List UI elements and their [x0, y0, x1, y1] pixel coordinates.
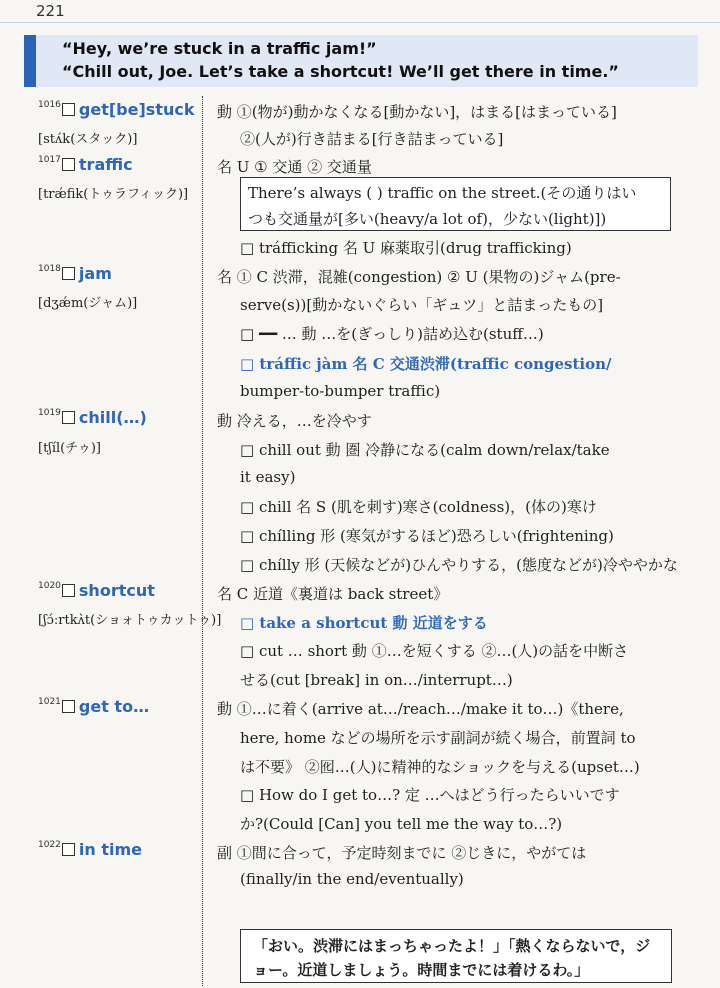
derivative-line: □ ━━ … 動 …を(ぎっしり)詰め込む(stuff…) [240, 325, 544, 343]
entry-number: 1021 [38, 697, 61, 707]
entry-number: 1020 [38, 581, 61, 591]
definition-line: 名 C 近道《裏道は back street》 [217, 585, 449, 603]
derivative-line: □ tráfficking 名 U 麻薬取引(drug trafficking) [240, 239, 572, 257]
derivative-line: □ chílling 形 (寒気がするほど)恐ろしい(frightening) [240, 527, 614, 545]
entry-1016-head [38, 100, 194, 119]
headword: in time [78, 840, 143, 859]
definition-line: 名 ① C 渋滞，混雑(congestion) ② U (果物の)ジャム(pre- [217, 268, 621, 286]
column-divider [202, 96, 203, 986]
translation-line-1: 「おい。渋滞にはまっちゃったよ！」「熱くならないで，ジ [253, 937, 651, 955]
translation-line-2: ョー。近道しましょう。時間までには着けるわ。」 [253, 961, 590, 979]
checkbox-icon[interactable] [62, 267, 75, 280]
checkbox-icon[interactable] [62, 584, 75, 597]
entry-number: 1017 [38, 155, 61, 165]
definition-line: (finally/in the end/eventually) [240, 870, 464, 888]
checkbox-icon[interactable] [62, 843, 75, 856]
derivative-line: □ chílly 形 (天候などが)ひんやりする，(態度などが)冷ややかな [240, 556, 678, 574]
definition-line: 動 ①(物が)動かなくなる[動かない]，はまる[はまっている] [217, 103, 617, 121]
headword: chill(…) [78, 408, 147, 427]
derivative-line: □ take a shortcut 動 近道をする [240, 614, 488, 632]
example-sentence: There’s always ( ) traffic on the street.(その通りはい [248, 184, 637, 202]
banner-accent-bar [24, 35, 36, 87]
example-sentence: つも交通量が[多い(heavy/a lot of)，少ない(light)]) [248, 210, 607, 228]
definition-line: せる(cut [break] in on…/interrupt…) [240, 671, 513, 689]
header-rule [0, 22, 720, 23]
entry-1018-head [38, 264, 112, 283]
banner-line-1: “Hey, we’re stuck in a traffic jam!” [62, 39, 377, 58]
pronunciation: [stʌ́k(スタック)] [38, 132, 138, 147]
checkbox-icon[interactable] [62, 158, 75, 171]
entry-1020-head [38, 581, 155, 600]
derivative-line: □ chill out 動 圏 冷静になる(calm down/relax/take [240, 441, 610, 459]
headword: traffic [78, 155, 133, 174]
entry-1017-head [38, 155, 133, 174]
banner-line-2: “Chill out, Joe. Let’s take a shortcut! We’ll get there in time.” [62, 62, 619, 81]
definition-line: 動 ①…に着く(arrive at…/reach…/make it to…)《there, [217, 700, 624, 718]
page-number: 221 [36, 2, 65, 20]
entry-number: 1022 [38, 840, 61, 850]
derivative-line: □ How do I get to…? 定 …へはどう行ったらいいです [240, 786, 620, 804]
definition-line: it easy) [240, 468, 296, 486]
checkbox-icon[interactable] [62, 411, 75, 424]
pronunciation: [tʃíl(チゥ)] [38, 441, 101, 456]
headword: get[be]stuck [78, 100, 195, 119]
entry-number: 1016 [38, 100, 61, 110]
headword: jam [78, 264, 112, 283]
definition-line: 副 ①間に合って，予定時刻までに ②じきに，やがては [217, 844, 587, 862]
derivative-line: □ cut … short 動 ①…を短くする ②…(人)の話を中断さ [240, 642, 629, 660]
entry-number: 1018 [38, 264, 61, 274]
definition-line: bumper-to-bumper traffic) [240, 382, 441, 400]
checkbox-icon[interactable] [62, 700, 75, 713]
pronunciation: [ʃɔ́ːrtkʌ̀t(ショォトゥカットゥ)] [38, 613, 222, 628]
definition-line: serve(s))[動かないぐらい「ギュツ」と詰まったもの] [240, 296, 604, 314]
definition-line: か?(Could [Can] you tell me the way to…?) [240, 815, 563, 833]
dialogue-banner [24, 35, 698, 87]
definition-line: 名 U ① 交通 ② 交通量 [217, 158, 372, 176]
entry-1022-head [38, 840, 142, 859]
entry-1019-head [38, 408, 147, 427]
definition-line: 動 冷える，…を冷やす [217, 412, 372, 430]
definition-line: ②(人が)行き詰まる[行き詰まっている] [240, 130, 504, 148]
derivative-line: □ tráffic jàm 名 C 交通渋滞(traffic congestion/ [240, 355, 612, 373]
definition-line: here, home などの場所を示す副詞が続く場合，前置詞 to [240, 729, 636, 747]
entry-number: 1019 [38, 408, 61, 418]
translation-box [240, 929, 672, 983]
headword: shortcut [78, 581, 155, 600]
pronunciation: [dʒǽm(ジャム)] [38, 296, 138, 311]
entry-1021-head [38, 697, 149, 716]
derivative-line: □ chill 名 S (肌を刺す)寒さ(coldness)，(体の)寒け [240, 498, 597, 516]
definition-line: は不要》 ②囮…(人)に精神的なショックを与える(upset…) [240, 758, 640, 776]
headword: get to… [78, 697, 150, 716]
checkbox-icon[interactable] [62, 103, 75, 116]
pronunciation: [trǽfik(トゥラフィック)] [38, 187, 189, 202]
